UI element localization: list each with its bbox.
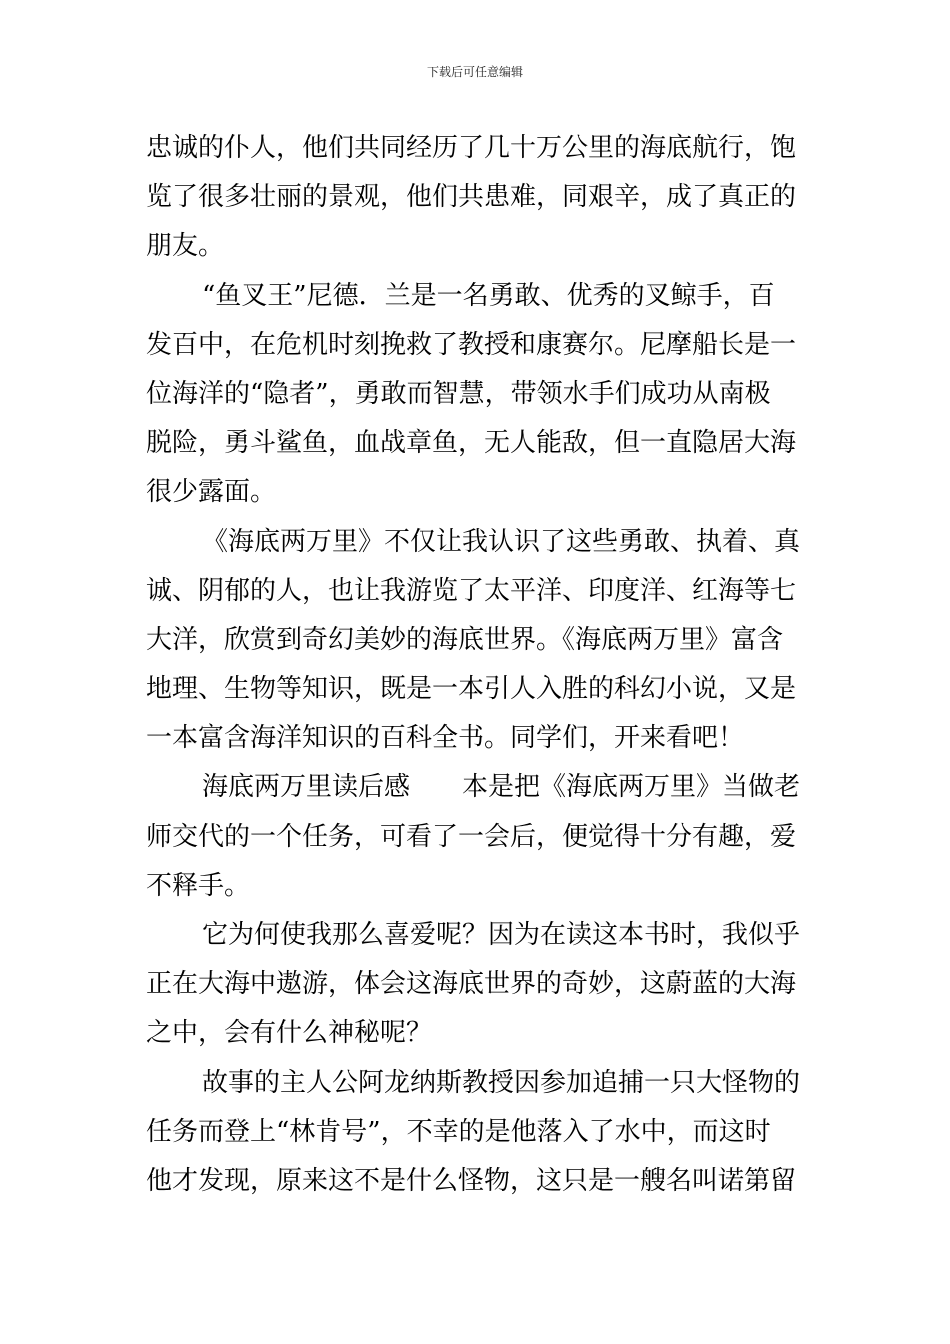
text-line: 诚、阴郁的人，也让我游览了太平洋、印度洋、红海等七 — [146, 575, 797, 606]
paragraph-first-line: 《海底两万里》不仅让我认识了这些勇敢、执着、真 — [202, 526, 801, 557]
text-line: 位海洋的“隐者”，勇敢而智慧，带领水手们成功从南极 — [146, 378, 771, 409]
text-line: 大洋，欣赏到奇幻美妙的海底世界。《海底两万里》富含 — [146, 624, 784, 655]
text-line: 任务而登上“林肯号”，不幸的是他落入了水中，而这时 — [146, 1116, 771, 1147]
text-line: 很少露面。 — [146, 477, 277, 508]
text-line: 之中，会有什么神秘呢？ — [146, 1018, 433, 1049]
text-line: 地理、生物等知识，既是一本引人入胜的科幻小说，又是 — [146, 674, 797, 705]
text-line: 览了很多壮丽的景观，他们共患难，同艰辛，成了真正的 — [146, 182, 797, 213]
text-line: 一本富含海洋知识的百科全书。同学们，开来看吧！ — [146, 723, 745, 754]
page-header-note: 下载后可任意编辑 — [426, 65, 523, 79]
document-body — [146, 124, 808, 1206]
text-line: 他才发现，原来这不是什么怪物，这只是一艘名叫诺第留 — [146, 1165, 797, 1196]
text-line: 师交代的一个任务，可看了一会后，便觉得十分有趣，爱 — [146, 821, 797, 852]
paragraph-first-line: “鱼叉王”尼德．兰是一名勇敢、优秀的叉鲸手，百 — [202, 280, 775, 311]
text-line: 脱险，勇斗鲨鱼，血战章鱼，无人能敌，但一直隐居大海 — [146, 428, 797, 459]
text-line: 朋友。 — [146, 231, 225, 262]
text-line: 正在大海中遨游，体会这海底世界的奇妙，这蔚蓝的大海 — [146, 969, 797, 1000]
text-line: 发百中，在危机时刻挽救了教授和康赛尔。尼摩船长是一 — [146, 329, 797, 360]
paragraph-first-line: 它为何使我那么喜爱呢？因为在读这本书时，我似乎 — [202, 920, 801, 950]
text-line: 忠诚的仆人，他们共同经历了几十万公里的海底航行，饱 — [146, 133, 797, 163]
paragraph-first-line: 海底两万里读后感 本是把《海底两万里》当做老 — [202, 772, 801, 803]
text-line: 不释手。 — [146, 870, 251, 901]
paragraph-first-line: 故事的主人公阿龙纳斯教授因参加追捕一只大怪物的 — [202, 1067, 801, 1098]
